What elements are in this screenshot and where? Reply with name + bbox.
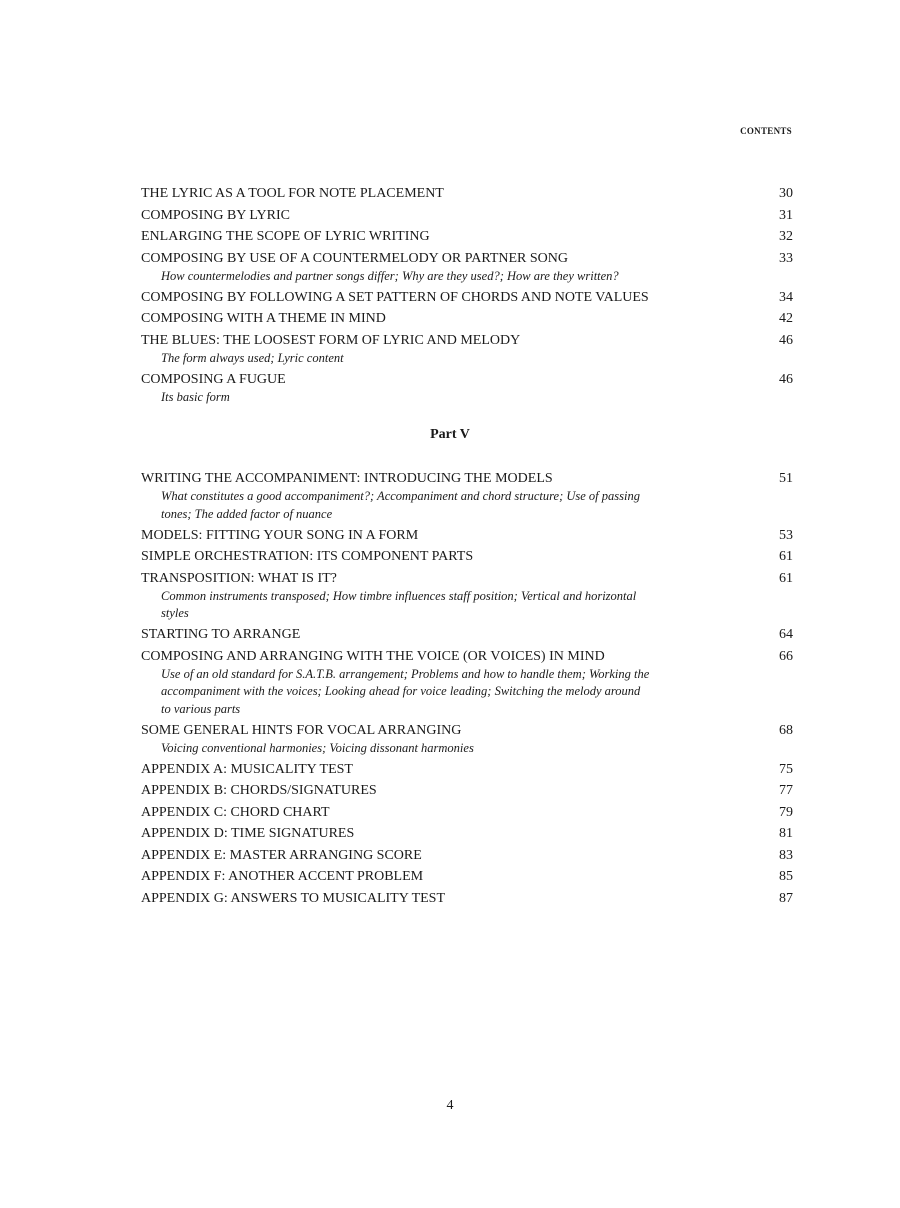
toc-entry[interactable] <box>141 310 793 328</box>
toc-section-2 <box>141 470 793 911</box>
toc-entry-subtopics: How countermelodies and partner songs differ; Why are they used?; How are they written? <box>161 268 619 283</box>
toc-entry-title: APPENDIX E: MASTER ARRANGING SCORE <box>141 847 422 863</box>
toc-entry-page: 46 <box>779 332 793 348</box>
toc-entry-page: 32 <box>779 229 793 244</box>
toc-entry-page: 87 <box>779 890 793 906</box>
toc-entry[interactable] <box>141 804 793 822</box>
toc-entry-subtopics: What constitutes a good accompaniment?; Accompaniment and chord structure; Use of passing tones; The added factor of nuance <box>161 489 640 521</box>
toc-entry-page: 64 <box>779 627 793 642</box>
running-head: CONTENTS <box>740 126 792 136</box>
toc-entry-page: 46 <box>779 371 793 387</box>
toc-entry[interactable] <box>141 228 793 246</box>
toc-entry-page: 85 <box>779 869 793 884</box>
toc-entry-page: 81 <box>779 826 793 841</box>
toc-entry[interactable] <box>141 289 793 307</box>
toc-entry-page: 61 <box>779 570 793 586</box>
toc-entry-title: COMPOSING AND ARRANGING WITH THE VOICE (OR VOICES) IN MIND <box>141 648 605 664</box>
page-number: 4 <box>446 1098 454 1113</box>
toc-entry[interactable] <box>141 782 793 800</box>
toc-entry[interactable] <box>141 648 793 719</box>
toc-entry-page: 79 <box>779 804 793 820</box>
toc-entry-title: APPENDIX A: MUSICALITY TEST <box>141 761 353 777</box>
toc-entry[interactable] <box>141 527 793 545</box>
toc-entry[interactable] <box>141 548 793 566</box>
toc-entry-title: COMPOSING BY LYRIC <box>141 207 290 223</box>
toc-entry-title: COMPOSING WITH A THEME IN MIND <box>141 311 386 326</box>
toc-entry-title: APPENDIX F: ANOTHER ACCENT PROBLEM <box>141 869 424 884</box>
toc-entry-page: 66 <box>779 648 793 664</box>
toc-entry-page: 33 <box>779 250 793 266</box>
toc-entry[interactable] <box>141 185 793 203</box>
toc-entry[interactable] <box>141 761 793 779</box>
part-heading: Part V <box>430 427 470 442</box>
toc-entry-title: WRITING THE ACCOMPANIMENT: INTRODUCING THE MODELS <box>141 471 553 486</box>
toc-entry-title: COMPOSING BY USE OF A COUNTERMELODY OR PARTNER SONG <box>141 250 568 266</box>
toc-entry-subtopics: Voicing conventional harmonies; Voicing dissonant harmonies <box>161 740 474 755</box>
toc-entry[interactable] <box>141 722 793 758</box>
toc-entry-title: COMPOSING A FUGUE <box>141 371 286 387</box>
toc-entry[interactable] <box>141 470 793 523</box>
toc-entry-title: APPENDIX D: TIME SIGNATURES <box>141 826 355 841</box>
toc-entry-page: 68 <box>779 722 793 738</box>
toc-entry-page: 51 <box>779 471 793 486</box>
toc-entry[interactable] <box>141 570 793 623</box>
toc-entry-title: APPENDIX C: CHORD CHART <box>141 804 330 820</box>
toc-entry[interactable] <box>141 868 793 886</box>
toc-entry[interactable] <box>141 847 793 865</box>
toc-entry-page: 77 <box>779 783 793 798</box>
toc-entry-title: COMPOSING BY FOLLOWING A SET PATTERN OF CHORDS AND NOTE VALUES <box>141 289 649 305</box>
toc-entry-page: 31 <box>779 207 793 223</box>
toc-entry-page: 30 <box>779 186 793 201</box>
toc-entry-title: TRANSPOSITION: WHAT IS IT? <box>141 570 337 586</box>
toc-entry-page: 75 <box>779 761 793 777</box>
toc-entry[interactable] <box>141 371 793 407</box>
toc-entry-subtopics: Its basic form <box>161 389 230 404</box>
toc-entry-subtopics: Common instruments transposed; How timbre influences staff position; Vertical and horizontal styles <box>161 588 637 620</box>
toc-entry[interactable] <box>141 626 793 644</box>
toc-entry-page: 53 <box>779 527 793 543</box>
toc-entry[interactable] <box>141 890 793 908</box>
toc-entry-page: 34 <box>779 289 793 305</box>
toc-entry-title: STARTING TO ARRANGE <box>141 627 301 642</box>
toc-entry-title: THE BLUES: THE LOOSEST FORM OF LYRIC AND MELODY <box>141 332 521 348</box>
toc-entry-title: MODELS: FITTING YOUR SONG IN A FORM <box>141 527 419 543</box>
toc-entry-title: THE LYRIC AS A TOOL FOR NOTE PLACEMENT <box>141 186 444 201</box>
toc-entry-subtopics: Use of an old standard for S.A.T.B. arrangement; Problems and how to handle them; Working the accompaniment with the voices; Looking ahead for voice leading; Switching the melody around to various parts <box>161 666 650 716</box>
toc-entry-page: 83 <box>779 847 793 863</box>
toc-entry-subtopics: The form always used; Lyric content <box>161 350 344 365</box>
toc-entry-title: APPENDIX B: CHORDS/SIGNATURES <box>141 783 377 798</box>
toc-entry[interactable] <box>141 207 793 225</box>
toc-entry[interactable] <box>141 250 793 286</box>
toc-entry-title: SIMPLE ORCHESTRATION: ITS COMPONENT PARTS <box>141 549 474 564</box>
toc-entry-page: 42 <box>779 311 793 326</box>
toc-entry-title: ENLARGING THE SCOPE OF LYRIC WRITING <box>141 229 430 244</box>
toc-entry-title: APPENDIX G: ANSWERS TO MUSICALITY TEST <box>141 890 446 906</box>
toc-entry-title: SOME GENERAL HINTS FOR VOCAL ARRANGING <box>141 722 462 738</box>
toc-entry[interactable] <box>141 825 793 843</box>
toc-section-1 <box>141 185 793 410</box>
toc-entry[interactable] <box>141 332 793 368</box>
toc-entry-page: 61 <box>779 549 793 564</box>
